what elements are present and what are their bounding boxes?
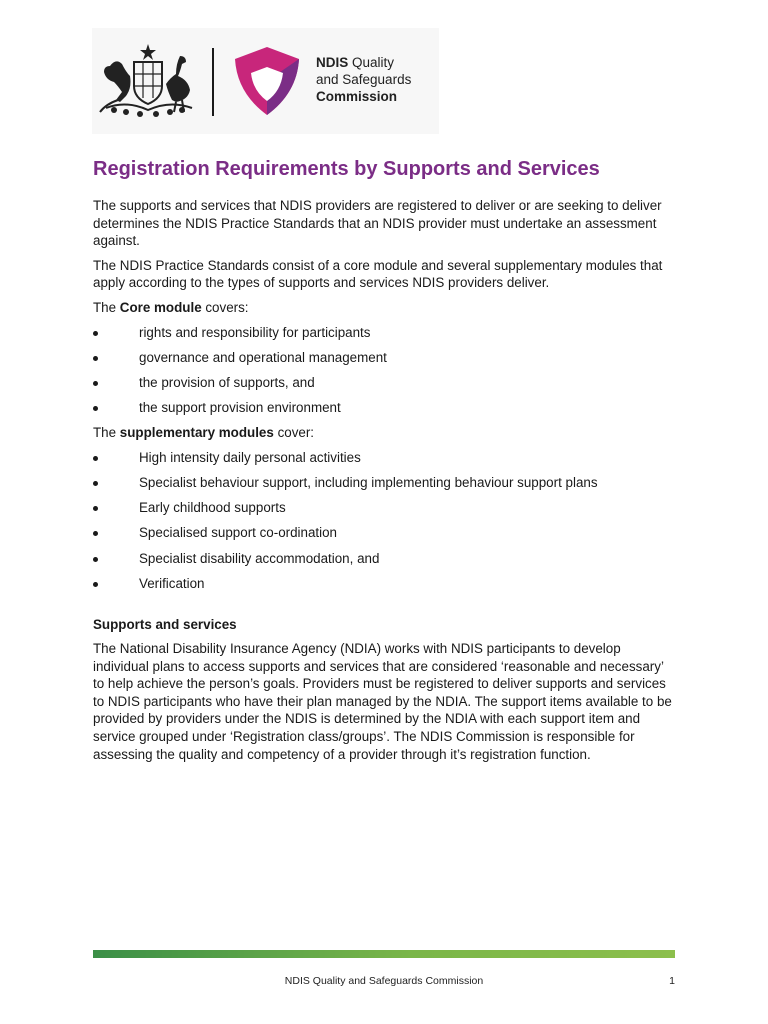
list-item	[93, 349, 678, 367]
footer-accent-bar	[93, 950, 675, 958]
core-lead-suffix: covers:	[201, 299, 249, 315]
list-item-text: Verification	[139, 575, 205, 591]
bullet-icon	[93, 406, 98, 411]
intro-paragraph-1: The supports and services that NDIS providers are registered to deliver or are seeking to deliver determines the NDIS Practice Standards that an NDIS provider must undertake an assessment against.	[93, 198, 662, 249]
ndis-shield-logo-icon	[231, 45, 303, 117]
intro-paragraph-2: The NDIS Practice Standards consist of a core module and several supplementary modules that apply according to the types of supports and services NDIS providers deliver.	[93, 257, 663, 291]
bullet-icon	[93, 456, 98, 461]
list-item-text: governance and operational management	[139, 349, 387, 365]
logo-wordmark-line2: and Safeguards	[316, 72, 412, 87]
section-heading: Supports and services	[93, 617, 237, 633]
supplementary-modules-list	[93, 449, 678, 593]
core-lead-bold: Core module	[119, 299, 202, 315]
list-item-text: Specialised support co-ordination	[139, 525, 338, 541]
list-item-text: High intensity daily personal activities	[139, 449, 361, 465]
core-module-lead	[93, 299, 678, 317]
list-item	[93, 550, 678, 568]
list-item	[93, 449, 678, 467]
section-body: The National Disability Insurance Agency (NDIA) works with NDIS participants to develop individual plans to access supports and services that are considered ‘reasonable and necessary’ to help achieve the person’s goals. Providers must be registered to deliver supports and services to NDIS participants who have their plan managed by the NDIA. The support items available to be provided by providers under the NDIS is determined by the NDIA with each support item and service grouped under ‘Registration class/groups’. The NDIS Commission is responsible for assessing the quality and competency of a provider through it’s registration function.	[93, 641, 672, 762]
bullet-icon	[93, 582, 98, 587]
list-item-text: Specialist behaviour support, including implementing behaviour support plans	[139, 475, 598, 491]
footer-text: NDIS Quality and Safeguards Commission	[284, 975, 484, 987]
logo-wordmark-line3: Commission	[316, 89, 398, 104]
ndis-logo-wordmark	[316, 54, 411, 105]
bullet-icon	[93, 356, 98, 361]
list-item	[93, 374, 678, 392]
list-item	[93, 524, 678, 542]
list-item	[93, 575, 678, 593]
list-item-text: the provision of supports, and	[139, 374, 315, 390]
supplementary-modules-lead	[93, 424, 678, 442]
core-lead-prefix: The	[93, 299, 120, 315]
core-module-list	[93, 324, 678, 417]
list-item	[93, 399, 678, 417]
list-item	[93, 474, 678, 492]
list-item-text: rights and responsibility for participants	[139, 324, 371, 340]
list-item	[93, 324, 678, 342]
logo-wordmark-line1: Quality	[348, 55, 395, 70]
supp-lead-suffix: cover:	[273, 425, 315, 441]
bullet-icon	[93, 481, 98, 486]
logo-divider	[212, 48, 214, 116]
bullet-icon	[93, 531, 98, 536]
list-item	[93, 499, 678, 517]
bullet-icon	[93, 381, 98, 386]
coat-of-arms-icon	[96, 42, 200, 120]
page-number: 1	[669, 975, 675, 987]
bullet-icon	[93, 557, 98, 562]
bullet-icon	[93, 331, 98, 336]
supp-lead-prefix: The	[93, 425, 120, 441]
supp-lead-bold: supplementary modules	[119, 425, 274, 441]
logo-wordmark-bold: NDIS	[316, 55, 349, 70]
document-body	[93, 156, 678, 770]
page-title: Registration Requirements by Supports and Services	[93, 158, 600, 180]
list-item-text: the support provision environment	[139, 400, 341, 416]
list-item-text: Early childhood supports	[139, 500, 286, 516]
bullet-icon	[93, 506, 98, 511]
list-item-text: Specialist disability accommodation, and	[139, 550, 380, 566]
header-logo-band	[92, 28, 439, 134]
